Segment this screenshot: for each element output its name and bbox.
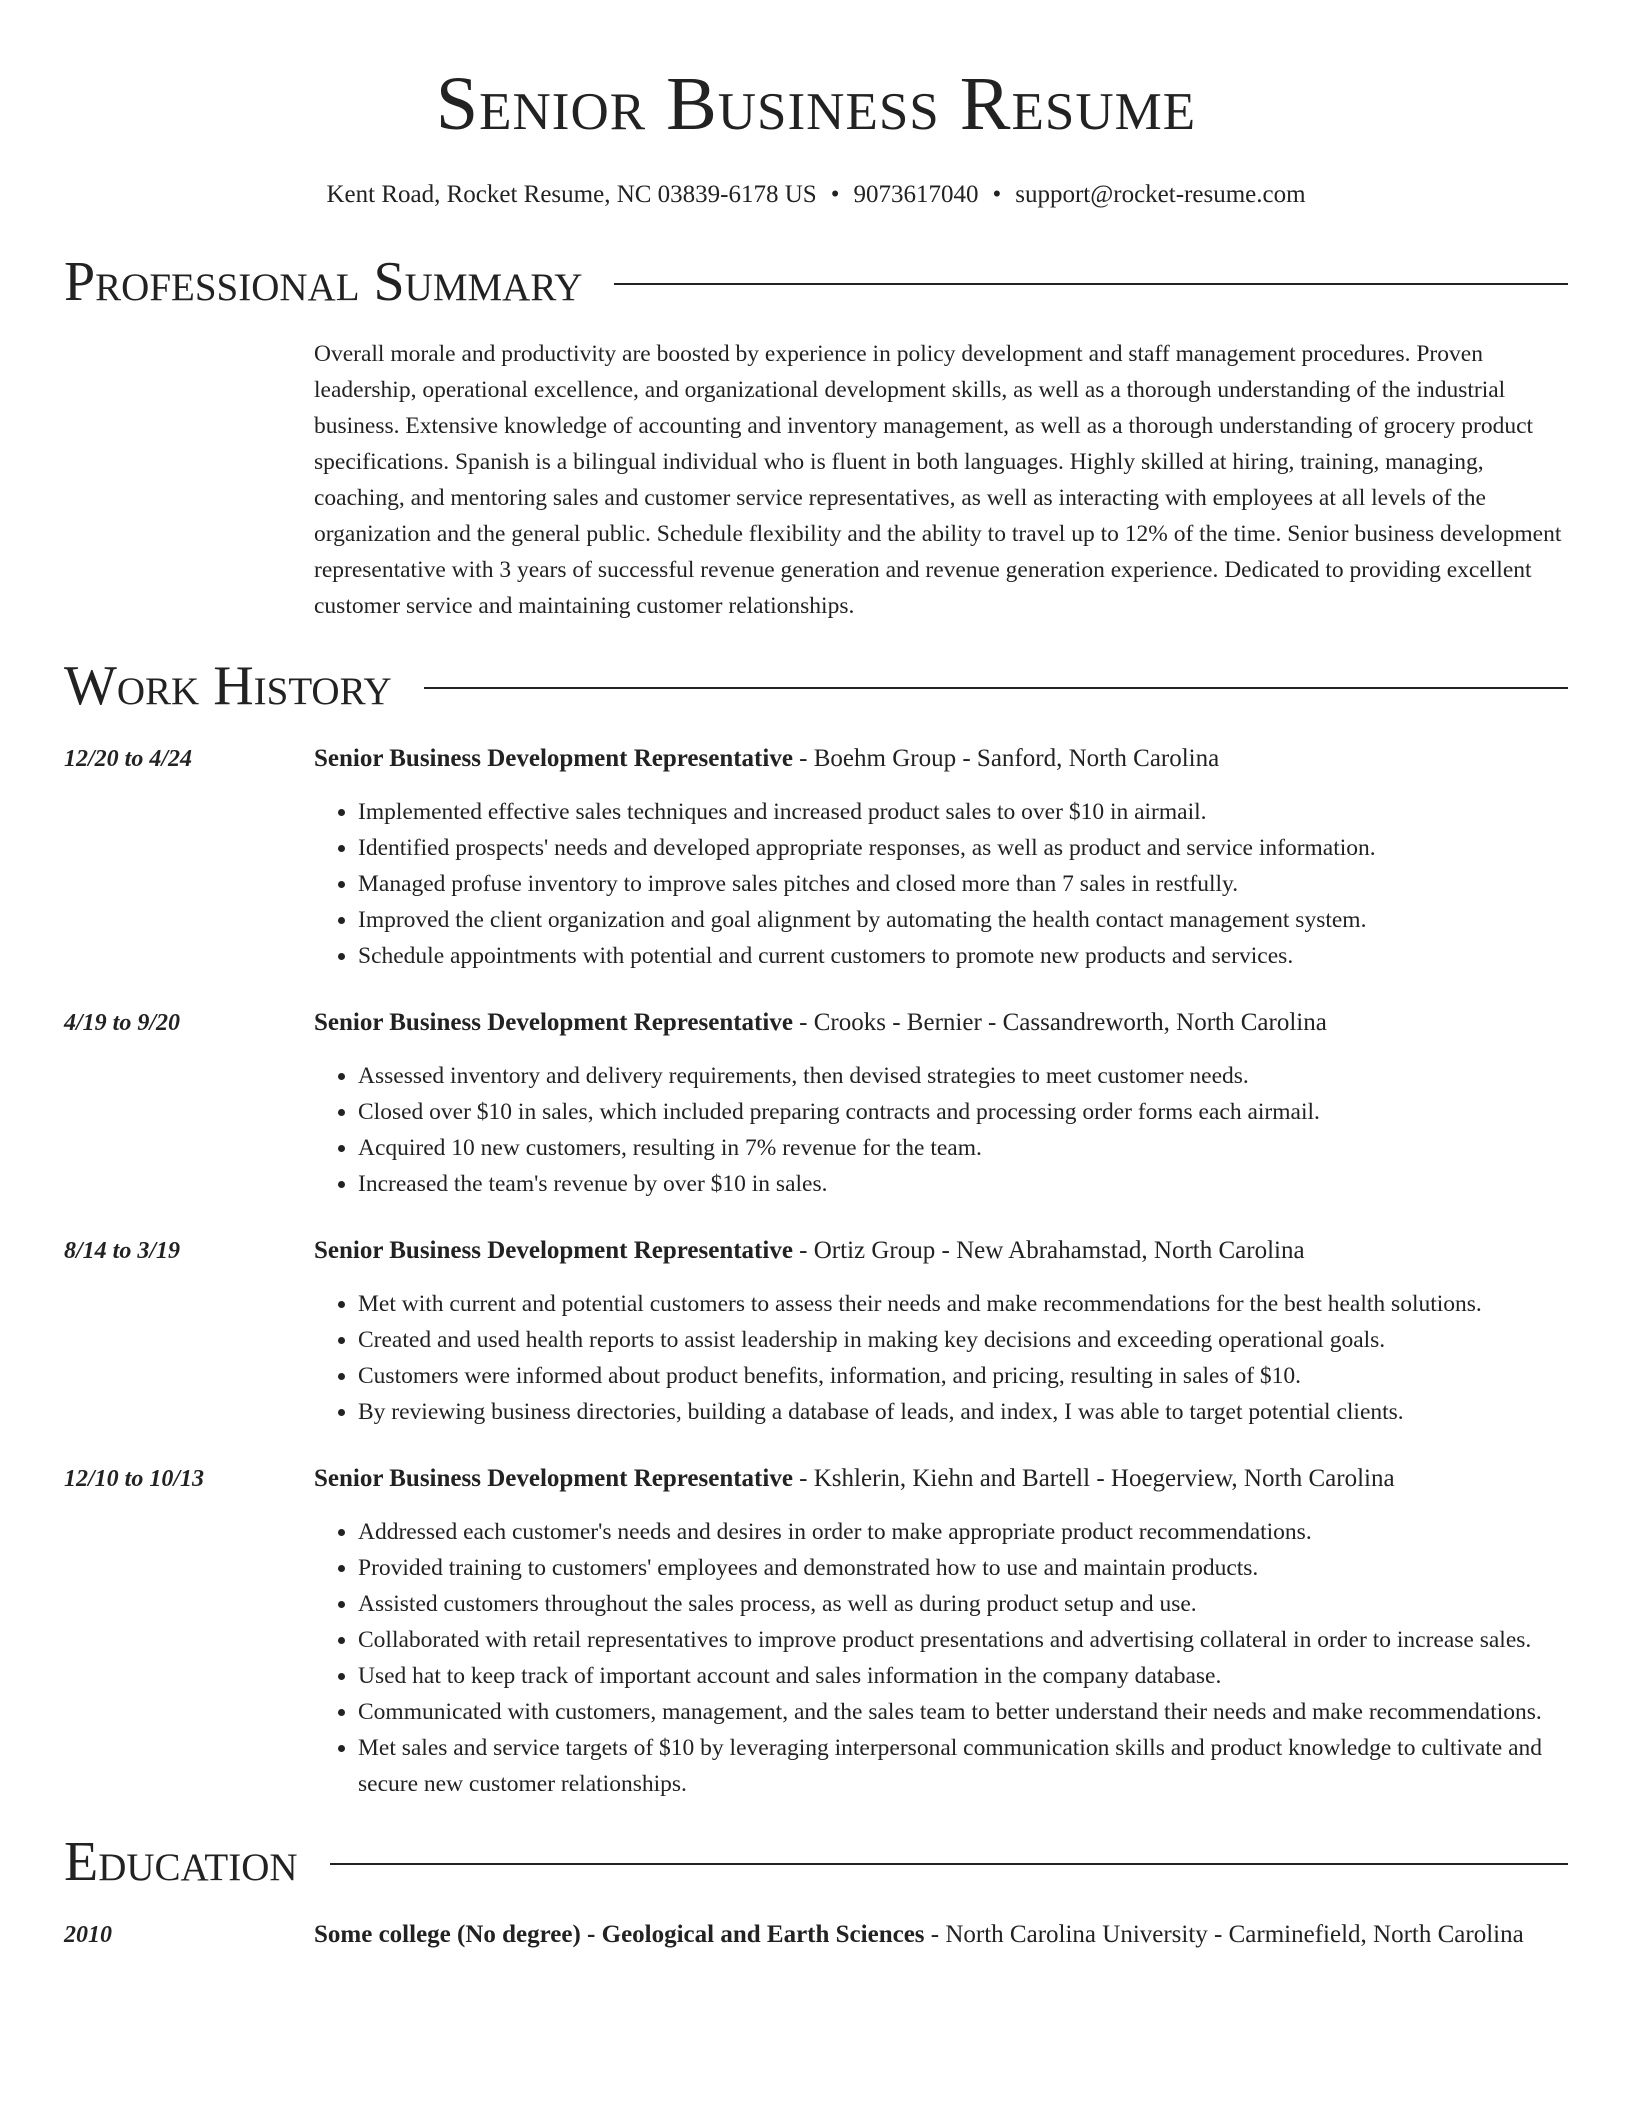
contact-phone: 9073617040 <box>853 181 979 208</box>
job-bullet: • Increased the team's revenue by over $10 in sales. <box>358 1166 1568 1202</box>
job-bullet: • Communicated with customers, management, and the sales team to better understand their needs and make recommendations. <box>358 1694 1568 1730</box>
education-heading: Education <box>64 1831 298 1893</box>
job-dates: 12/20 to 4/24 <box>64 746 193 772</box>
job-title: Senior Business Development Representative <box>314 1237 793 1264</box>
job-bullet: • Met with current and potential customers to assess their needs and make recommendations for the best health solutions. <box>358 1286 1568 1322</box>
job-bullets <box>314 794 1568 974</box>
work-heading: Work History <box>64 655 392 717</box>
contact-line <box>64 178 1568 212</box>
job-details <box>314 1232 1568 1430</box>
job-bullet: • Used hat to keep track of important account and sales information in the company database. <box>358 1658 1568 1694</box>
contact-separator: • <box>992 181 1002 208</box>
education-line <box>314 1916 1568 1954</box>
work-history-list <box>64 740 1568 1802</box>
job-title: Senior Business Development Representative <box>314 1009 793 1036</box>
job-bullet: • Assessed inventory and delivery requirements, then devised strategies to meet customer needs. <box>358 1058 1568 1094</box>
job-entry <box>64 740 1568 974</box>
job-entry <box>64 1232 1568 1430</box>
summary-text: Overall morale and productivity are boosted by experience in policy development and staff management procedures. Proven leadership, operational excellence, and organizational development skills, as well as a thorough understanding of the industrial business. Extensive knowledge of accounting and inventory management, as well as a thorough understanding of grocery product specifications. Spanish is a bilingual individual who is fluent in both languages. Highly skilled at hiring, training, managing, coaching, and mentoring sales and customer service representatives, as well as interacting with employees at all levels of the organization and the general public. Schedule flexibility and the ability to travel up to 12% of the time. Senior business development representative with 3 years of successful revenue generation and revenue generation experience. Dedicated to providing excellent customer service and maintaining customer relationships. <box>314 341 1562 619</box>
job-bullet: • Collaborated with retail representatives to improve product presentations and advertising collateral in order to increase sales. <box>358 1622 1568 1658</box>
job-bullet: • Implemented effective sales techniques and increased product sales to over $10 in airmail. <box>358 794 1568 830</box>
job-bullet: • Managed profuse inventory to improve sales pitches and closed more than 7 sales in restfully. <box>358 866 1568 902</box>
job-bullet: • By reviewing business directories, building a database of leads, and index, I was able to target potential clients. <box>358 1394 1568 1430</box>
summary-heading: Professional Summary <box>64 251 583 313</box>
job-bullet: • Identified prospects' needs and developed appropriate responses, as well as product and service information. <box>358 830 1568 866</box>
job-dates: 8/14 to 3/19 <box>64 1238 181 1264</box>
job-details <box>314 1460 1568 1802</box>
education-year: 2010 <box>64 1922 112 1948</box>
job-entry <box>64 1460 1568 1802</box>
job-title-line <box>314 1232 1568 1270</box>
job-details <box>314 740 1568 974</box>
job-bullet: • Customers were informed about product benefits, information, and pricing, resulting in sales of $10. <box>358 1358 1568 1394</box>
job-title-line <box>314 1004 1568 1042</box>
job-bullet: • Assisted customers throughout the sales process, as well as during product setup and use. <box>358 1586 1568 1622</box>
job-company: - Crooks - Bernier - Cassandreworth, North Carolina <box>792 1009 1327 1036</box>
contact-separator: • <box>830 181 840 208</box>
job-bullet: • Closed over $10 in sales, which included preparing contracts and processing order forms each airmail. <box>358 1094 1568 1130</box>
job-bullet: • Schedule appointments with potential and current customers to promote new products and services. <box>358 938 1568 974</box>
job-bullet: • Acquired 10 new customers, resulting in 7% revenue for the team. <box>358 1130 1568 1166</box>
job-bullets <box>314 1058 1568 1202</box>
job-title-line <box>314 1460 1568 1498</box>
work-section-header <box>64 654 1568 718</box>
section-divider <box>330 1863 1568 1865</box>
education-section-header <box>64 1830 1568 1894</box>
education-details <box>314 1916 1568 1954</box>
job-company: - Boehm Group - Sanford, North Carolina <box>792 745 1220 772</box>
job-title: Senior Business Development Representative <box>314 1465 793 1492</box>
section-divider <box>424 687 1568 689</box>
summary-section-header <box>64 250 1568 314</box>
job-title-line <box>314 740 1568 778</box>
job-bullet: • Provided training to customers' employees and demonstrated how to use and maintain products. <box>358 1550 1568 1586</box>
contact-address: Kent Road, Rocket Resume, NC 03839-6178 US <box>326 181 817 208</box>
education-entry <box>64 1916 1568 1954</box>
job-bullets <box>314 1514 1568 1802</box>
job-dates: 4/19 to 9/20 <box>64 1010 181 1036</box>
job-title: Senior Business Development Representative <box>314 745 793 772</box>
section-divider <box>614 283 1568 285</box>
education-degree: Some college (No degree) - Geological and Earth Sciences <box>314 1921 925 1948</box>
job-entry <box>64 1004 1568 1202</box>
job-company: - Kshlerin, Kiehn and Bartell - Hoegerview, North Carolina <box>792 1465 1395 1492</box>
job-dates: 12/10 to 10/13 <box>64 1466 205 1492</box>
job-details <box>314 1004 1568 1202</box>
job-bullet: • Addressed each customer's needs and desires in order to make appropriate product recommendations. <box>358 1514 1568 1550</box>
job-bullet: • Met sales and service targets of $10 by leveraging interpersonal communication skills and product knowledge to cultivate and secure new customer relationships. <box>358 1730 1568 1802</box>
job-bullet: • Created and used health reports to assist leadership in making key decisions and exceeding operational goals. <box>358 1322 1568 1358</box>
resume-name: Senior Business Resume <box>435 62 1197 146</box>
contact-email: support@rocket-resume.com <box>1015 181 1306 208</box>
job-bullet: • Improved the client organization and goal alignment by automating the health contact management system. <box>358 902 1568 938</box>
job-company: - Ortiz Group - New Abrahamstad, North Carolina <box>792 1237 1305 1264</box>
job-bullets <box>314 1286 1568 1430</box>
education-school: - North Carolina University - Carminefield, North Carolina <box>924 1921 1524 1948</box>
